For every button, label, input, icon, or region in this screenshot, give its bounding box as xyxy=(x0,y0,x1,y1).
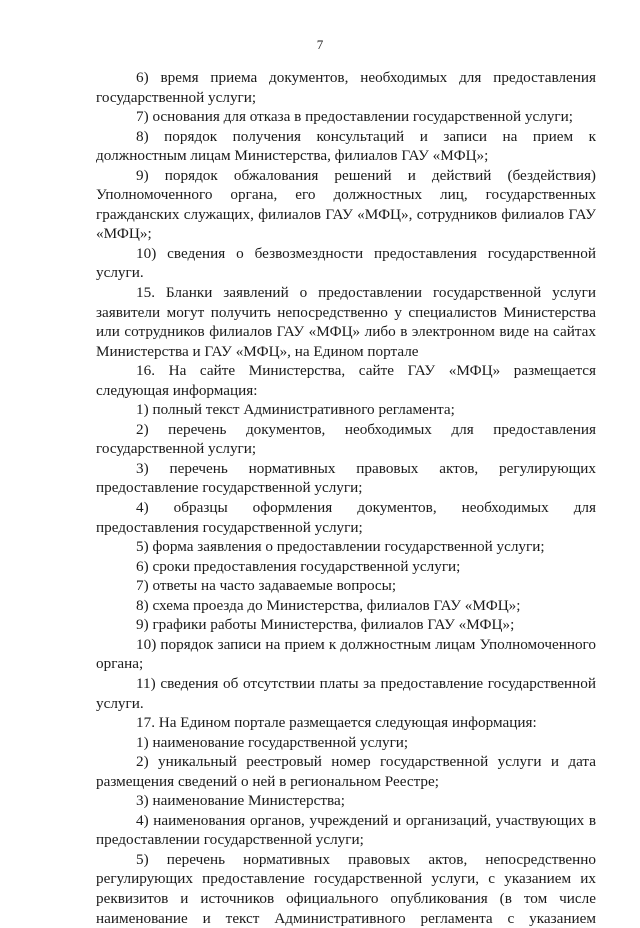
paragraph: 16. На сайте Министерства, сайте ГАУ «МФЦ» размещается следующая информация: xyxy=(96,362,596,399)
paragraph: 3) наименование Министерства; xyxy=(136,792,345,810)
paragraph: 17. На Едином портале размещается следующая информация: xyxy=(136,714,537,732)
paragraph: 6) сроки предоставления государственной услуги; xyxy=(136,557,461,575)
paragraph: 5) перечень нормативных правовых актов, непосредственно регулирующих предоставление государственной услуги, с указанием их реквизитов и источников официального опубликования (в том числе наименование и текст Административного регламента с указанием xyxy=(96,850,596,927)
paragraph: 1) наименование государственной услуги; xyxy=(136,733,409,751)
document-body xyxy=(96,68,596,928)
paragraph: 9) графики работы Министерства, филиалов ГАУ «МФЦ»; xyxy=(136,616,515,634)
paragraph: 9) порядок обжалования решений и действий (бездействия) Уполномоченного органа, его должностных лиц, государственных гражданских служащих, филиалов ГАУ «МФЦ», сотрудников филиалов ГАУ «МФЦ»; xyxy=(96,166,596,243)
paragraph: 7) ответы на часто задаваемые вопросы; xyxy=(136,577,397,595)
paragraph: 3) перечень нормативных правовых актов, регулирующих предоставление государственной услуги; xyxy=(96,459,596,497)
paragraph: 5) форма заявления о предоставлении государственной услуги; xyxy=(136,538,545,556)
paragraph: 8) порядок получения консультаций и записи на прием к должностным лицам Министерства, филиалов ГАУ «МФЦ»; xyxy=(96,127,596,165)
paragraph: 7) основания для отказа в предоставлении государственной услуги; xyxy=(136,108,574,126)
paragraph: 10) порядок записи на прием к должностным лицам Уполномоченного органа; xyxy=(96,635,596,673)
paragraph: 4) наименования органов, учреждений и организаций, участвующих в предоставлении государственной услуги; xyxy=(96,811,596,849)
paragraph: 8) схема проезда до Министерства, филиалов ГАУ «МФЦ»; xyxy=(136,596,521,614)
paragraph: 10) сведения о безвозмездности предоставления государственной услуги. xyxy=(96,244,596,282)
paragraph: 1) полный текст Административного регламента; xyxy=(136,401,455,419)
paragraph: 2) перечень документов, необходимых для предоставления государственной услуги; xyxy=(96,420,596,458)
paragraph: 15. Бланки заявлений о предоставлении государственной услуги заявители могут получить непосредственно у специалистов Министерства или сотрудников филиалов ГАУ «МФЦ» либо в электронном виде на сайтах Министерства и ГАУ «МФЦ», на Едином портале xyxy=(96,284,596,360)
page-number: 7 xyxy=(316,37,324,52)
paragraph: 4) образцы оформления документов, необходимых для предоставления государственной услуги; xyxy=(96,499,596,536)
paragraph: 2) уникальный реестровый номер государственной услуги и дата размещения сведений о ней в региональном Реестре; xyxy=(96,753,596,790)
paragraph: 11) сведения об отсутствии платы за предоставление государственной услуги. xyxy=(96,674,596,712)
paragraph: 6) время приема документов, необходимых для предоставления государственной услуги; xyxy=(96,69,596,106)
